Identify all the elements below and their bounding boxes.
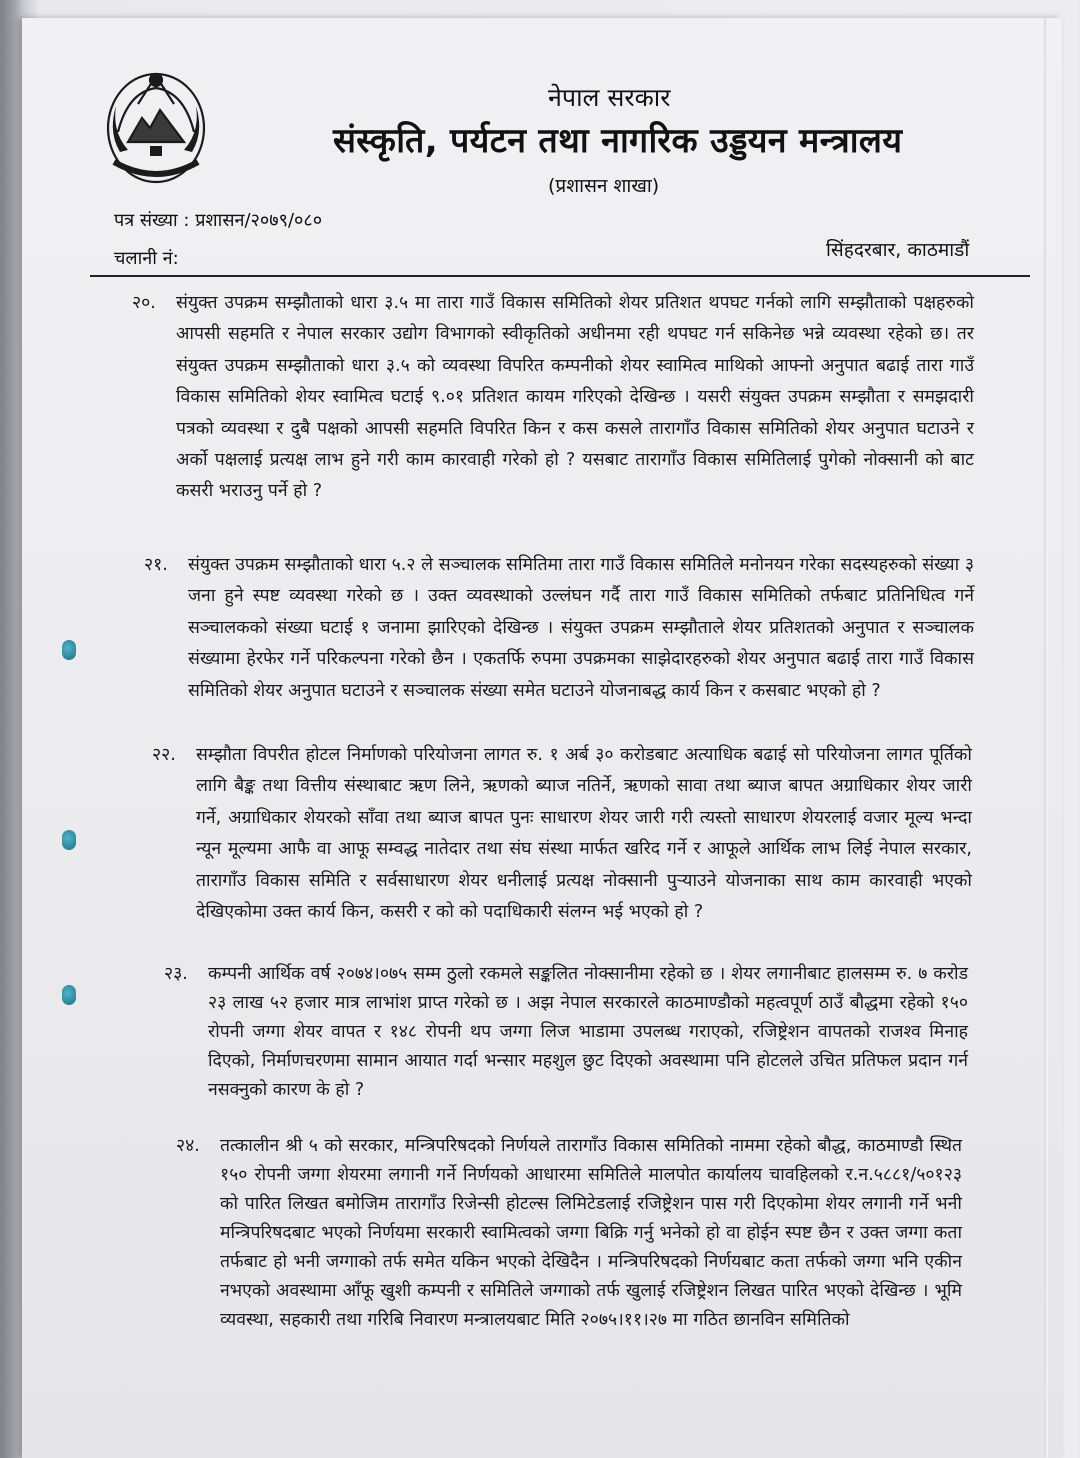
paragraph-23 — [164, 960, 968, 1105]
paragraph-24 — [176, 1132, 962, 1335]
paragraph-text: कम्पनी आर्थिक वर्ष २०७४।०७५ सम्म ठुलो रकमले सङ्कलित नोक्सानीमा रहेको छ । शेयर लगानीबाट हालसम्म रु. ७ करोड २३ लाख ५२ हजार मात्र लाभांश प्राप्त गरेको छ । अझ नेपाल सरकारले काठमाण्डौको महत्वपूर्ण ठाउँ बौद्धमा रहेको १५० रोपनी जग्गा शेयर वापत र १४८ रोपनी थप जग्गा लिज भाडामा उपलब्ध गराएको, रजिष्ट्रेशन वापतको राजश्व मिनाह दिएको, निर्माणचरणमा सामान आयात गर्दा भन्सार महशुल छुट दिएको अवस्थामा पनि होटलले उचित प्रतिफल प्रदान गर्न नसक्नुको कारण के हो ? — [208, 964, 968, 1100]
header-divider — [90, 275, 1030, 277]
paragraph-number: २३. — [164, 964, 188, 984]
paragraph-21 — [144, 550, 974, 707]
paragraph-text: तत्कालीन श्री ५ को सरकार, मन्त्रिपरिषदको निर्णयले तारागाँउ विकास समितिको नाममा रहेको बौद्ध, काठमाण्डौ स्थित १५० रोपनी जग्गा शेयरमा लगानी गर्ने निर्णयको आधारमा समितिले मालपोत कार्यालय चावहिलको र.न.५८८१/५०१२३ को पारित लिखत बमोजिम तारागाँउ रिजेन्सी होटल्स लिमिटेडलाई रजिष्ट्रेशन पास गरी दिएकोमा शेयर लगानी गर्ने भनी मन्त्रिपरिषदबाट भएको निर्णयमा सरकारी स्वामित्वको जग्गा बिक्रि गर्नु भनेको हो वा होईन स्पष्ट छैन र उक्त जग्गा कता तर्फबाट हो भनी जग्गाको तर्फ समेत यकिन भएको देखिदैन । मन्त्रिपरिषदको निर्णयबाट कता तर्फको जग्गा भनि एकीन नभएको अवस्थामा आँफू खुशी कम्पनी र समितिले जग्गाको तर्फ खुलाई रजिष्ट्रेशन लिखत पारित भएको देखिन्छ । भूमि व्यवस्था, सहकारी तथा गरिबि निवारण मन्त्रालयबाट मिति २०७५।११।२७ मा गठित छानविन समितिको — [220, 1136, 962, 1330]
paragraph-number: २२. — [152, 745, 176, 765]
binding-ring-icon — [62, 985, 76, 1005]
letter-number: पत्र संख्या : प्रशासन/२०७९/०८० — [114, 210, 323, 231]
paragraph-number: २१. — [144, 555, 168, 575]
section-title: (प्रशासन शाखा) — [548, 175, 660, 197]
binding-ring-icon — [62, 830, 76, 850]
binding-ring-icon — [62, 640, 76, 660]
paragraph-text: संयुक्त उपक्रम सम्झौताको धारा ५.२ ले सञ्चालक समितिमा तारा गाउँ विकास समितिले मनोनयन गरेका सदस्यहरुको संख्या ३ जना हुने स्पष्ट व्यवस्था गरेको छ । उक्त व्यवस्थाको उल्लंघन गर्दै तारा गाउँ विकास समितिको तर्फबाट प्रतिनिधित्व गर्ने सञ्चालकको संख्या घटाई १ जनामा झारिएको देखिन्छ । संयुक्त उपक्रम सम्झौताले शेयर प्रतिशतको अनुपात र सञ्चालक संख्यामा हेरफेर गर्ने परिकल्पना गरेको छैन । एकतर्फि रुपमा उपक्रमका साझेदारहरुको शेयर अनुपात बढाई तारा गाउँ विकास समितिको शेयर अनुपात घटाउने र सञ्चालक संख्या समेत घटाउने योजनाबद्ध कार्य किन र कसबाट भएको हो ? — [188, 555, 974, 701]
government-title: नेपाल सरकार — [548, 83, 671, 112]
paragraph-20 — [132, 288, 974, 508]
paragraph-text: सम्झौता विपरीत होटल निर्माणको परियोजना लागत रु. १ अर्ब ३० करोडबाट अत्याधिक बढाई सो परियोजना लागत पूर्तिको लागि बैङ्क तथा वित्तीय संस्थाबाट ऋण लिने, ऋणको ब्याज नतिर्ने, ऋणको सावा तथा ब्याज बापत अग्राधिकार शेयर जारी गर्ने, अग्राधिकार शेयरको साँवा तथा ब्याज बापत पुनः साधारण शेयर जारी गरी त्यस्तो साधारण शेयरलाई वजार मूल्य भन्दा न्यून मूल्यमा आफै वा आफू सम्वद्ध नातेदार तथा संघ संस्था मार्फत खरिद गर्ने र आफूले आर्थिक लाभ लिई नेपाल सरकार, तारागाँउ विकास समिति र सर्वसाधारण शेयर धनीलाई प्रत्यक्ष नोक्सानी पुर्‍याउने योजनाका साथ काम कारवाही भएको देखिएकोमा उक्त कार्य किन, कसरी र को को पदाधिकारी संलग्न भई भएको हो ? — [196, 745, 972, 923]
page-edge — [1044, 18, 1048, 1458]
ministry-title: संस्कृति, पर्यटन तथा नागरिक उड्डयन मन्त्रालय — [333, 121, 903, 161]
paragraph-22 — [152, 740, 972, 928]
paragraph-text: संयुक्त उपक्रम सम्झौताको धारा ३.५ मा तारा गाउँ विकास समितिको शेयर प्रतिशत थपघट गर्नको लागि सम्झौताको पक्षहरुको आपसी सहमति र नेपाल सरकार उद्योग विभागको स्वीकृतिको अधीनमा रही थपघट गर्न सकिनेछ भन्ने व्यवस्था रहेको छ। तर संयुक्त उपक्रम सम्झौताको धारा ३.५ को व्यवस्था विपरित कम्पनीको शेयर स्वामित्व माथिको आफ्नो अनुपात बढाई तारा गाउँ विकास समितिको शेयर स्वामित्व घटाई ९.०१ प्रतिशत कायम गरिएको देखिन्छ । यसरी संयुक्त उपक्रम सम्झौता र समझदारी पत्रको व्यवस्था र दुबै पक्षको आपसी सहमति विपरित किन र कस कसले तारागाँउ विकास समितिको शेयर अनुपात घटाउने र अर्को पक्षलाई प्रत्यक्ष लाभ हुने गरी काम कारवाही गरेको हो ? यसबाट तारागाँउ विकास समितिलाई पुगेको नोक्सानी को बाट कसरी भराउनु पर्ने हो ? — [176, 293, 974, 502]
nepal-emblem-icon — [98, 62, 214, 190]
paragraph-number: २०. — [132, 293, 156, 313]
office-location: सिंहदरबार, काठमाडौं — [826, 239, 970, 261]
dispatch-number: चलानी नं: — [114, 248, 179, 269]
paragraph-number: २४. — [176, 1136, 200, 1156]
